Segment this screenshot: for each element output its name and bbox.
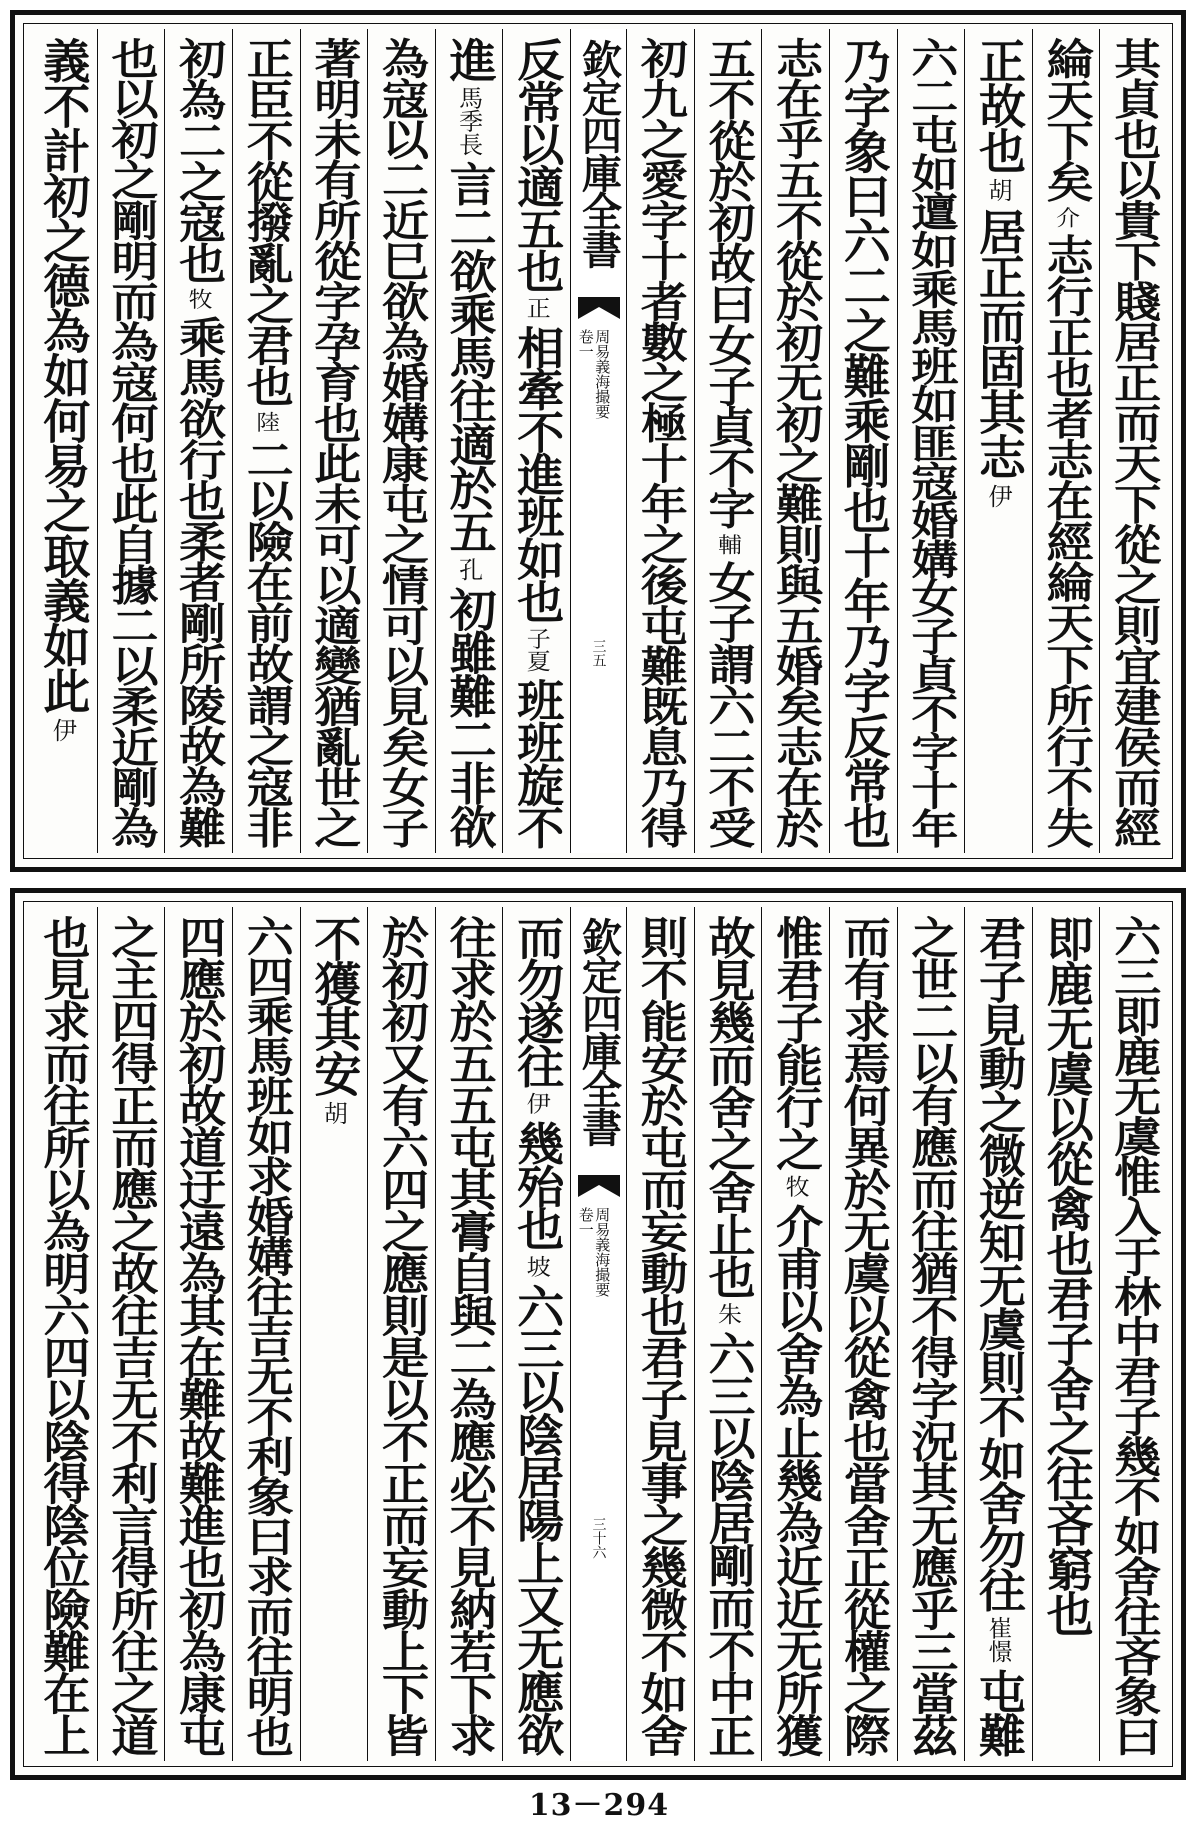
text-column <box>761 907 829 1761</box>
main-text: 言二欲乘馬往適於五 <box>441 161 497 552</box>
volume-label: 卷一 <box>576 329 595 359</box>
column-text <box>171 37 227 847</box>
text-column <box>435 29 503 853</box>
commentator-note: 牧 <box>184 287 213 310</box>
main-text: 六二屯如邅如乘馬班如匪寇婚媾女子貞不字十年 <box>903 37 959 847</box>
text-column <box>761 29 829 853</box>
main-text: 介甫以舍為止幾為近近无所獲 <box>768 1203 824 1756</box>
main-text: 義不計初之德為如何易之取義如此 <box>35 37 91 712</box>
main-text: 也見求而往所以為明六四以陰得陰位險難在上 <box>35 915 91 1755</box>
main-text: 之世二以有應而往猶不得字況其无應乎三當茲 <box>903 915 959 1755</box>
main-text: 女子謂六二不受 <box>700 560 756 847</box>
text-column <box>502 907 570 1761</box>
book-subtitle: 周易義海撮要 <box>593 1207 612 1297</box>
commentator-note: 伊 <box>983 484 1012 508</box>
text-column <box>29 29 97 853</box>
commentator-note: 子夏 <box>522 627 551 673</box>
text-column <box>964 29 1032 853</box>
main-text: 六四乘馬班如求婚媾往吉无不利象曰求而往明也 <box>238 915 294 1756</box>
text-column <box>626 907 694 1761</box>
text-column <box>435 907 503 1761</box>
text-column <box>964 907 1032 1761</box>
text-column <box>829 907 897 1761</box>
main-text: 也以初之剛明而為寇何也此自據二以柔近剛為 <box>103 37 159 847</box>
bottom-page-panel <box>10 888 1186 1780</box>
bottom-page-columns <box>29 907 1167 1761</box>
main-text: 相牽不進班如也 <box>509 324 565 622</box>
main-text: 綸天下矣 <box>1038 37 1094 201</box>
text-column <box>164 29 232 853</box>
text-column <box>694 29 762 853</box>
commentator-note: 伊 <box>48 718 77 742</box>
main-text: 初雖難二非欲 <box>441 586 497 847</box>
text-column <box>897 907 965 1761</box>
main-text: 乃字象曰六二之難乘剛也十年乃字反常也 <box>835 37 891 847</box>
main-text: 反常以適五也 <box>509 37 565 292</box>
text-column <box>897 29 965 853</box>
column-text <box>1106 915 1162 1756</box>
column-text <box>700 915 756 1756</box>
column-text <box>441 915 497 1755</box>
column-text <box>768 37 824 847</box>
main-text: 則不能安於屯而妄動也君子見事之幾微不如舍 <box>632 915 688 1755</box>
column-text <box>632 37 688 847</box>
column-text <box>1106 37 1162 847</box>
book-title: 欽定四庫全書 <box>575 917 623 1145</box>
book-title: 欽定四庫全書 <box>575 39 623 267</box>
text-column <box>29 907 97 1761</box>
column-text <box>903 37 959 847</box>
text-column <box>694 907 762 1761</box>
center-fold-column <box>570 29 626 853</box>
main-text: 故見幾而舍之舍止也 <box>700 915 756 1297</box>
leaf-number: 三十六 <box>590 1517 607 1559</box>
text-column <box>232 29 300 853</box>
text-column <box>1032 29 1100 853</box>
book-subtitle: 周易義海撮要 <box>593 329 612 419</box>
center-fold-column <box>570 907 626 1761</box>
column-text <box>970 915 1026 1756</box>
commentator-note: 正 <box>522 296 551 320</box>
column-text <box>373 915 429 1755</box>
main-text: 初九之愛字十者數之極十年之後屯難既息乃得 <box>632 37 688 847</box>
main-text: 於初初又有六四之應則是以不正而妄動上下皆 <box>373 915 429 1755</box>
text-column <box>300 29 368 853</box>
main-text: 初為二之寇也 <box>171 37 227 283</box>
text-column <box>829 29 897 853</box>
commentator-note: 朱 <box>713 1302 742 1326</box>
main-text: 六三以陰居剛而不中正 <box>700 1330 756 1756</box>
text-column <box>1099 907 1167 1761</box>
main-text: 之主四得正而應之故往吉无不利言得所往之道 <box>103 915 159 1755</box>
column-text <box>306 37 362 847</box>
main-text: 二以險在前故謂之寇非 <box>238 437 294 847</box>
text-column <box>367 29 435 853</box>
text-column <box>97 907 165 1761</box>
main-text: 進 <box>441 37 497 81</box>
text-column <box>164 907 232 1761</box>
commentator-note: 牧 <box>781 1175 810 1198</box>
text-column <box>300 907 368 1761</box>
column-text <box>35 915 91 1755</box>
main-text: 志行正也者志在經綸天下所行不失 <box>1038 233 1094 847</box>
main-text: 著明未有所從字孕育也此未可以適變猶亂世之 <box>306 37 362 847</box>
main-text: 屯難 <box>970 1668 1026 1756</box>
main-text: 乘馬欲行也柔者剛所陵故為難 <box>171 315 227 847</box>
main-text: 五不從於初故曰女子貞不字 <box>700 37 756 528</box>
column-text <box>171 915 227 1755</box>
column-text <box>306 915 362 1131</box>
column-text <box>835 915 891 1755</box>
main-text: 不獲其安 <box>306 915 362 1095</box>
text-column <box>626 29 694 853</box>
text-column <box>97 29 165 853</box>
text-column <box>232 907 300 1761</box>
commentator-note: 崔憬 <box>983 1616 1012 1663</box>
fishtail-mark-icon <box>578 297 620 319</box>
commentator-note: 胡 <box>319 1101 348 1125</box>
commentator-note: 胡 <box>983 178 1012 202</box>
text-column <box>1099 29 1167 853</box>
column-text <box>1038 915 1094 1635</box>
fishtail-mark-icon <box>578 1175 620 1197</box>
main-text: 其貞也以貴下賤居正而天下從之則宜建侯而經 <box>1106 37 1162 847</box>
column-text <box>103 37 159 847</box>
column-text <box>238 37 294 847</box>
column-text <box>509 915 565 1755</box>
commentator-note: 輔 <box>713 533 742 556</box>
commentator-note: 伊 <box>522 1092 551 1115</box>
main-text: 正臣不從撥亂之君也 <box>238 37 294 406</box>
column-text <box>1038 37 1094 847</box>
column-text <box>509 37 565 848</box>
main-text: 往求於五五屯其膏自與二為應必不見納若下求 <box>441 915 497 1755</box>
commentator-note: 陸 <box>251 410 280 433</box>
column-text <box>373 37 429 847</box>
commentator-note: 孔 <box>454 557 483 581</box>
column-text <box>700 37 756 847</box>
main-text: 班班旋不 <box>509 677 565 848</box>
main-text: 君子見動之微逆知无虞則不如舍勿往 <box>970 915 1026 1611</box>
footer-page-number: 13－294 <box>528 1788 670 1823</box>
text-column <box>502 29 570 853</box>
text-column <box>1032 907 1100 1761</box>
top-page-columns <box>29 29 1167 853</box>
column-text <box>441 37 497 847</box>
main-text: 六三即鹿无虞惟入于林中君子幾不如舍往吝象曰 <box>1106 915 1162 1756</box>
main-text: 即鹿无虞以從禽也君子舍之往吝窮也 <box>1038 915 1094 1635</box>
top-page-panel <box>10 10 1186 872</box>
main-text: 而勿遂往 <box>509 915 565 1087</box>
main-text: 惟君子能行之 <box>768 915 824 1170</box>
column-text <box>903 915 959 1755</box>
column-text <box>632 915 688 1755</box>
column-text <box>835 37 891 847</box>
column-text <box>103 915 159 1755</box>
main-text: 而有求焉何異於无虞以從禽也當舍正從權之際 <box>835 915 891 1755</box>
main-text: 四應於初故道迂遠為其在難故難進也初為康屯 <box>171 915 227 1755</box>
column-text <box>768 915 824 1756</box>
main-text: 為寇以二近巳欲為婚媾康屯之情可以見矣女子 <box>373 37 429 847</box>
column-text <box>238 915 294 1756</box>
commentator-note: 馬季長 <box>454 86 483 156</box>
column-text <box>970 37 1026 514</box>
main-text: 志在乎五不從於初无初之難則與五婚矣志在於 <box>768 37 824 847</box>
leaf-number: 三五 <box>590 639 607 667</box>
commentator-note: 坡 <box>522 1254 551 1278</box>
main-text: 六三以陰居陽上又无應欲 <box>509 1283 565 1755</box>
volume-label: 卷一 <box>576 1207 595 1237</box>
main-text: 正故也 <box>970 37 1026 172</box>
main-text: 居正而固其志 <box>970 208 1026 478</box>
commentator-note: 介 <box>1051 206 1080 228</box>
text-column <box>367 907 435 1761</box>
column-text <box>35 37 91 748</box>
main-text: 幾殆也 <box>509 1120 565 1250</box>
